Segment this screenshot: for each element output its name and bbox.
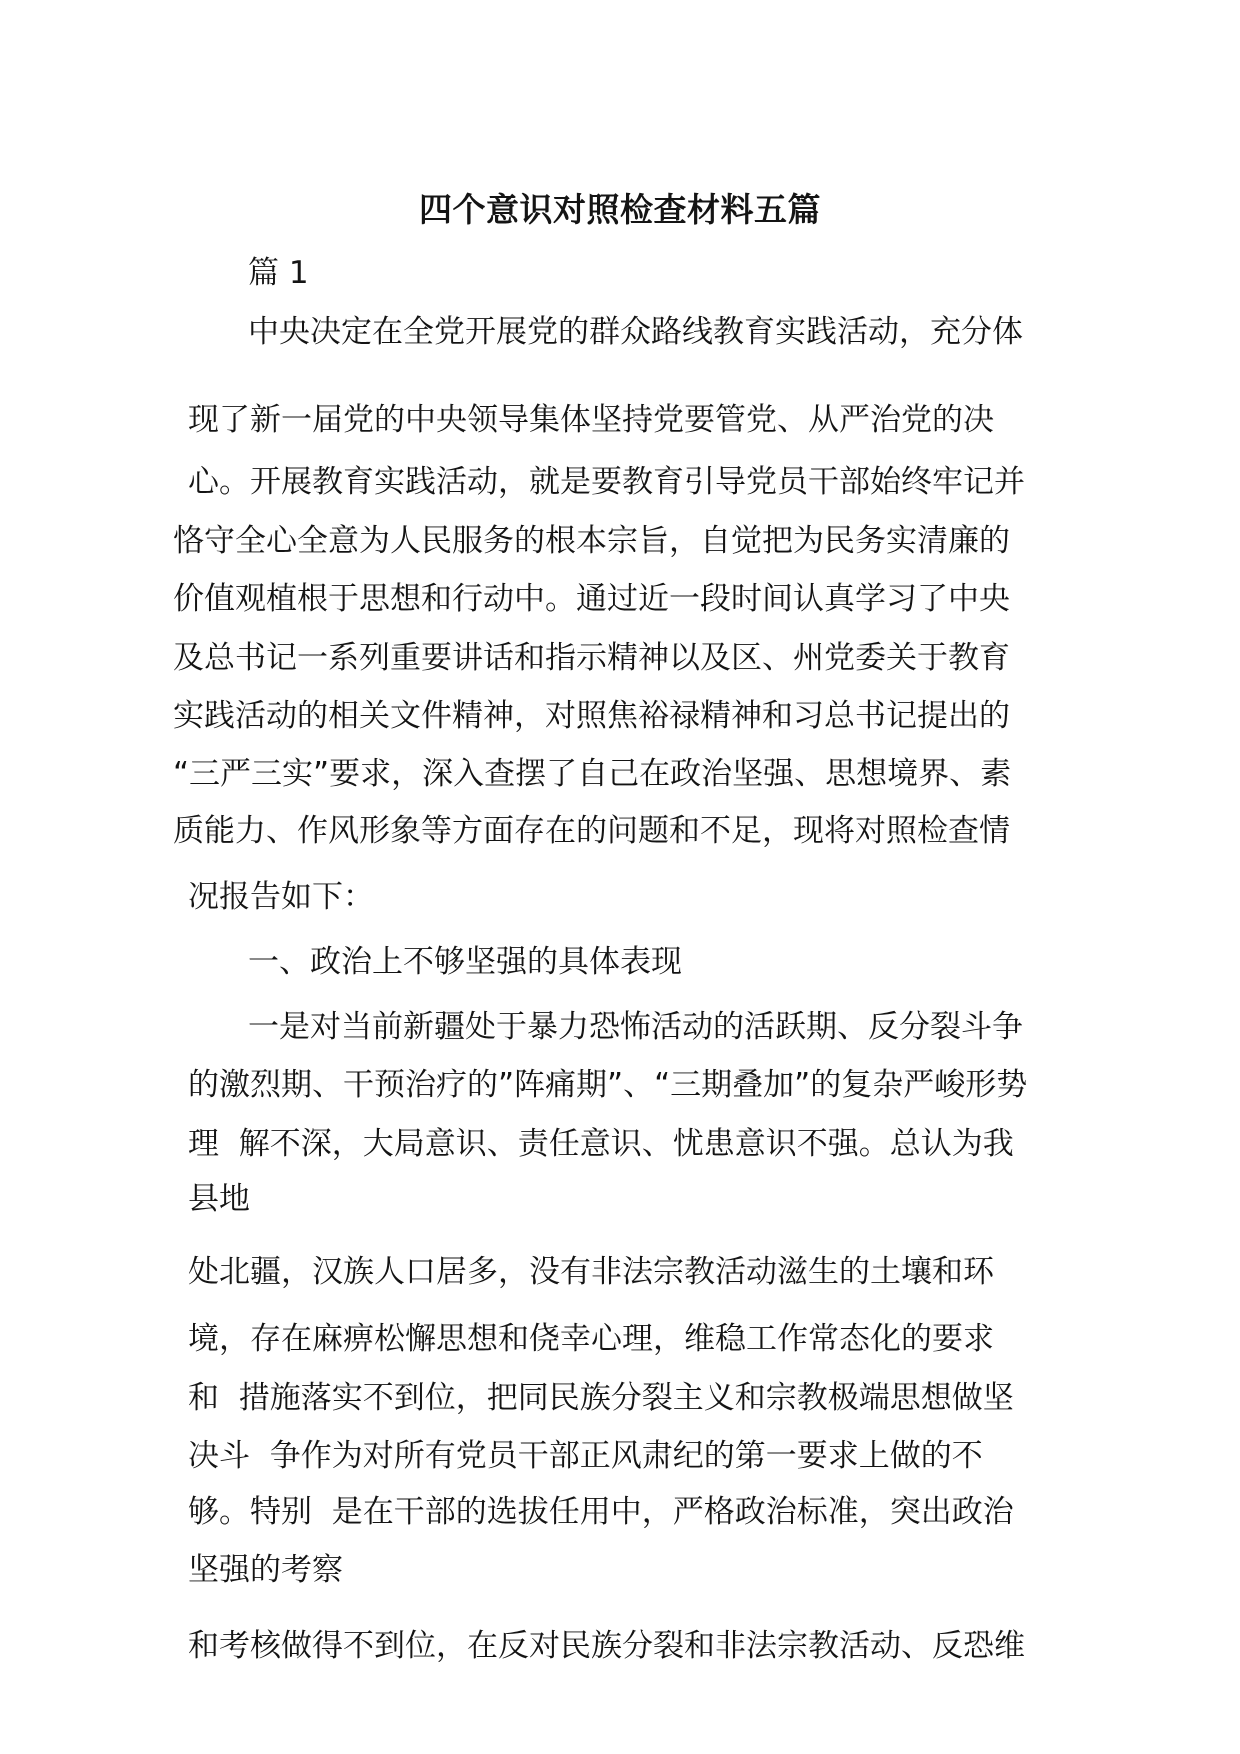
paragraph-line: “三严三实”要求，深入查摆了自己在政治坚强、思想境界、素 [173,756,1012,792]
document-title: 四个意识对照检查材料五篇 [419,190,821,229]
paragraph-line: 心。开展教育实践活动，就是要教育引导党员干部始终牢记并 [188,464,1025,500]
paragraph-line: 决斗 争作为对所有党员干部正风肃纪的第一要求上做的不 [188,1438,983,1474]
paragraph-line: 的激烈期、干预治疗的”阵痛期”、“三期叠加”的复杂严峻形势 [188,1067,1028,1103]
paragraph-line: 一是对当前新疆处于暴力恐怖活动的活跃期、反分裂斗争 [248,1009,1023,1045]
paragraph-line: 和考核做得不到位，在反对民族分裂和非法宗教活动、反恐维 [188,1628,1025,1664]
paragraph-line: 恪守全心全意为人民服务的根本宗旨，自觉把为民务实清廉的 [173,523,1010,559]
paragraph-line: 够。特别 是在干部的选拔任用中，严格政治标准，突出政治 [188,1494,1014,1530]
paragraph-line: 和 措施落实不到位，把同民族分裂主义和宗教极端思想做坚 [188,1380,1014,1416]
section-heading-part-1: 篇 1 [248,255,309,291]
paragraph-line: 理 解不深，大局意识、责任意识、忧患意识不强。总认为我 [188,1126,1014,1162]
paragraph-line: 现了新一届党的中央领导集体坚持党要管党、从严治党的决 [188,402,994,438]
paragraph-line: 县地 [188,1181,250,1217]
paragraph-line: 中央决定在全党开展党的群众路线教育实践活动，充分体 [248,314,1023,350]
paragraph-line: 实践活动的相关文件精神，对照焦裕禄精神和习总书记提出的 [173,698,1010,734]
paragraph-line: 境，存在麻痹松懈思想和侥幸心理，维稳工作常态化的要求 [188,1321,994,1357]
paragraph-line: 坚强的考察 [188,1552,343,1588]
section-heading: 一、政治上不够坚强的具体表现 [248,944,682,980]
paragraph-line: 价值观植根于思想和行动中。通过近一段时间认真学习了中央 [173,581,1010,617]
paragraph-line: 及总书记一系列重要讲话和指示精神以及区、州党委关于教育 [173,640,1010,676]
paragraph-line: 处北疆，汉族人口居多，没有非法宗教活动滋生的土壤和环 [188,1254,994,1290]
paragraph-line: 况报告如下： [188,879,374,915]
paragraph-line: 质能力、作风形象等方面存在的问题和不足，现将对照检查情 [173,813,1010,849]
